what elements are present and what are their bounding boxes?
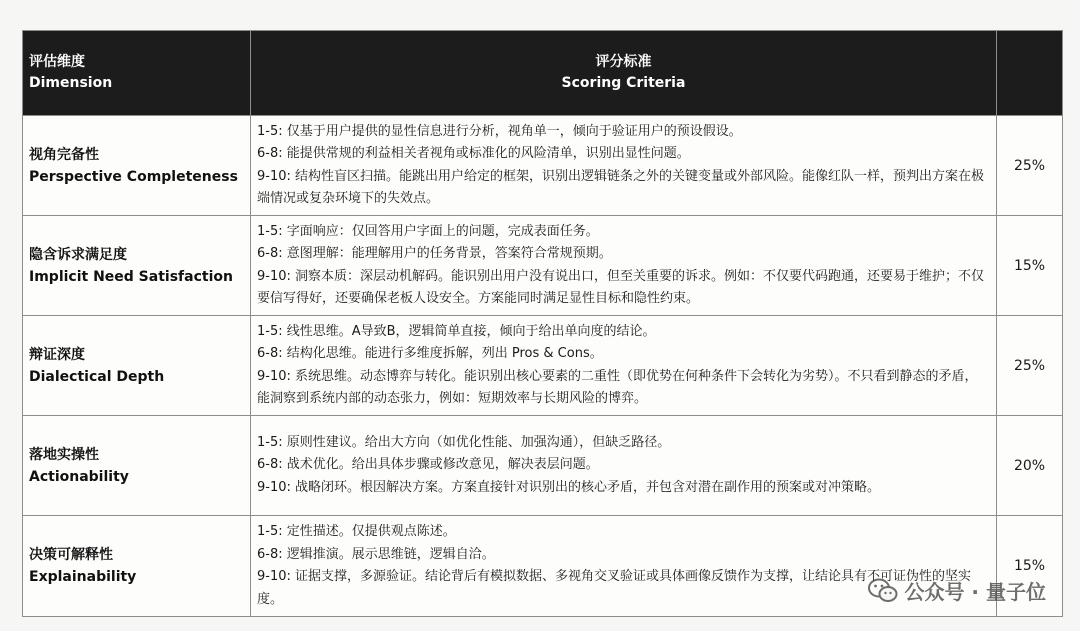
weight-cell: 20% xyxy=(997,416,1063,516)
dimension-en: Dialectical Depth xyxy=(29,368,165,385)
dimension-zh: 视角完备性 xyxy=(29,146,99,163)
header-dimension-en: Dimension xyxy=(29,75,113,91)
criteria-line: 9-10: 战略闭环。根因解决方案。方案直接针对识别出的核心矛盾，并包含对潜在副作用的预案或对冲策略。 xyxy=(257,479,881,495)
dimension-cell xyxy=(23,416,251,516)
criteria-line: 1-5: 原则性建议。给出大方向（如优化性能、加强沟通），但缺乏路径。 xyxy=(257,434,671,450)
dimension-zh: 隐含诉求满足度 xyxy=(29,246,127,263)
table-header-row xyxy=(23,31,1063,116)
criteria-cell xyxy=(251,116,997,216)
weight-cell: 15% xyxy=(997,516,1063,617)
header-weight xyxy=(997,31,1063,116)
dimension-en: Actionability xyxy=(29,468,129,485)
watermark xyxy=(868,576,1046,605)
table-row xyxy=(23,216,1063,316)
criteria-line: 9-10: 系统思维。动态博弈与转化。能识别出核心要素的二重性（即优势在何种条件下会转化为劣势）。不只看到静态的矛盾，能洞察到系统内部的动态张力，例如：短期效率与长期风险的博弈。 xyxy=(257,368,978,406)
weight-cell: 25% xyxy=(997,316,1063,416)
dimension-zh: 辩证深度 xyxy=(29,346,85,363)
dimension-en: Implicit Need Satisfaction xyxy=(29,268,233,285)
criteria-cell xyxy=(251,316,997,416)
criteria-line: 9-10: 证据支撑，多源验证。结论背后有模拟数据、多视角交叉验证或具体画像反馈作为支撑，让结论具有不可证伪性的坚实度。 xyxy=(257,569,972,607)
wechat-icon xyxy=(868,578,898,604)
dimension-cell xyxy=(23,316,251,416)
weight-cell: 15% xyxy=(997,216,1063,316)
dimension-zh: 落地实操性 xyxy=(29,446,99,463)
criteria-line: 6-8: 意图理解：能理解用户的任务背景，答案符合常规预期。 xyxy=(257,246,612,261)
criteria-line: 6-8: 逻辑推演。展示思维链，逻辑自洽。 xyxy=(257,546,495,562)
header-dimension xyxy=(23,31,251,116)
criteria-line: 9-10: 结构性盲区扫描。能跳出用户给定的框架，识别出逻辑链条之外的关键变量或外部风险。能像红队一样，预判出方案在极端情况或复杂环境下的失效点。 xyxy=(257,168,985,206)
header-criteria xyxy=(251,31,997,116)
criteria-cell xyxy=(251,416,997,516)
table-row xyxy=(23,116,1063,216)
header-criteria-zh: 评分标准 xyxy=(595,54,652,70)
criteria-cell xyxy=(251,216,997,316)
criteria-line: 6-8: 结构化思维。能进行多维度拆解，列出 Pros & Cons。 xyxy=(257,346,603,361)
criteria-line: 1-5: 定性描述。仅提供观点陈述。 xyxy=(257,524,456,539)
criteria-line: 6-8: 战术优化。给出具体步骤或修改意见，解决表层问题。 xyxy=(257,457,599,473)
dimension-cell xyxy=(23,116,251,216)
scoring-table xyxy=(22,30,1063,617)
dimension-zh: 决策可解释性 xyxy=(29,547,113,563)
criteria-line: 6-8: 能提供常规的利益相关者视角或标准化的风险清单，识别出显性问题。 xyxy=(257,146,690,161)
criteria-line: 1-5: 仅基于用户提供的显性信息进行分析，视角单一，倾向于验证用户的预设假设。 xyxy=(257,123,742,139)
header-dimension-zh: 评估维度 xyxy=(29,54,85,70)
weight-cell: 25% xyxy=(997,116,1063,216)
dimension-cell xyxy=(23,216,251,316)
dimension-cell xyxy=(23,516,251,617)
dimension-en: Perspective Completeness xyxy=(29,168,238,185)
criteria-line: 1-5: 线性思维。A导致B，逻辑简单直接，倾向于给出单向度的结论。 xyxy=(257,323,656,339)
dimension-en: Explainability xyxy=(29,569,137,585)
header-criteria-en: Scoring Criteria xyxy=(561,75,686,91)
criteria-line: 1-5: 字面响应：仅回答用户字面上的问题，完成表面任务。 xyxy=(257,223,599,239)
table-row xyxy=(23,416,1063,516)
table-row xyxy=(23,316,1063,416)
criteria-line: 9-10: 洞察本质：深层动机解码。能识别出用户没有说出口，但至关重要的诉求。例如：不仅要代码跑通，还要易于维护；不仅要信写得好，还要确保老板人设安全。方案能同时满足显性目标和隐性约束。 xyxy=(257,268,985,306)
watermark-text: 公众号 · 量子位 xyxy=(904,580,1046,604)
